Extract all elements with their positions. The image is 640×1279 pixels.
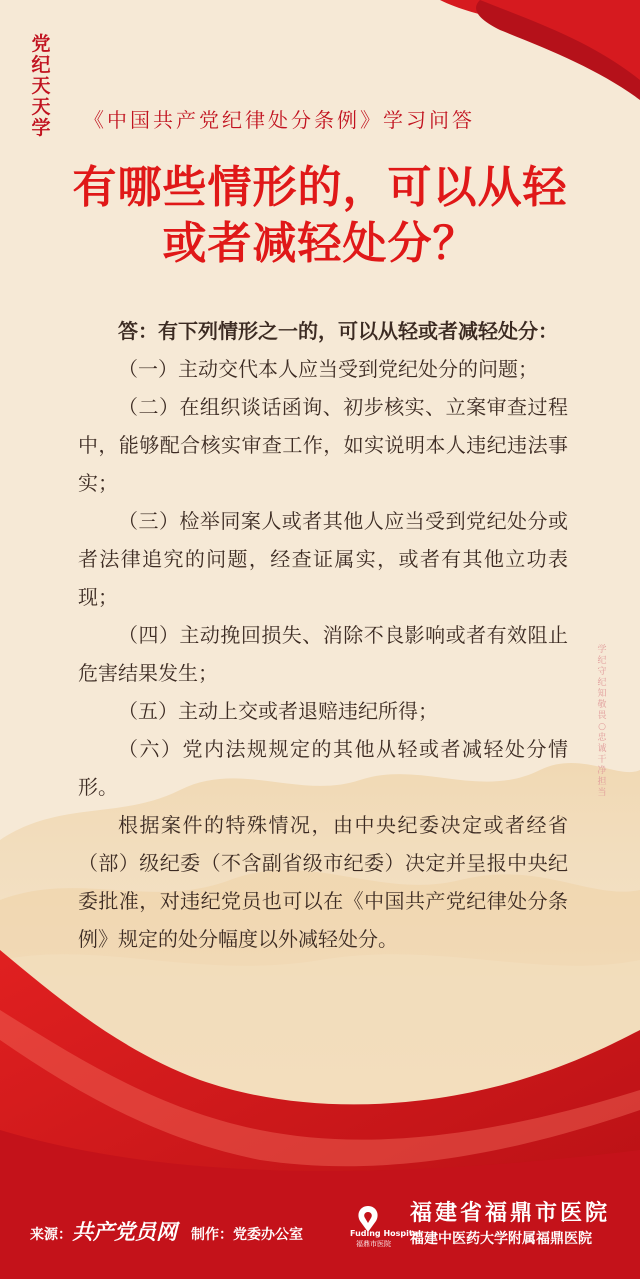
title-line-1: 有哪些情形的，可以从轻: [72, 162, 568, 213]
hospital-logo-chinese: 福鼎市医院: [356, 1240, 391, 1248]
producer-label: 制作：: [191, 1227, 233, 1243]
subtitle: 《中国共产党纪律处分条例》学习问答: [84, 108, 475, 132]
clause-1: （一）主动交代本人应当受到党纪处分的问题；: [118, 357, 538, 381]
clause-3: （三）检举同案人或者其他人应当受到党纪处分或者法律追究的问题，经查证属实，或者有其他立功表现；: [78, 509, 568, 609]
answer-content: [78, 312, 568, 958]
closing-paragraph: 根据案件的特殊情况，由中央纪委决定或者经省（部）级纪委（不含副省级市纪委）决定并呈报中央纪委批准，对违纪党员也可以在《中国共产党纪律处分条例》规定的处分幅度以外减轻处分。: [78, 813, 568, 951]
clause-6: （六）党内法规规定的其他从轻或者减轻处分情形。: [78, 737, 568, 799]
clause-2: （二）在组织谈话函询、初步核实、立案审查过程中，能够配合核实审查工作，如实说明本人违纪违法事实；: [78, 395, 568, 495]
source-brand: 共产党员网: [72, 1219, 177, 1244]
title-line-2: 或者减轻处分？: [162, 218, 478, 269]
clause-4: （四）主动挽回损失、消除不良影响或者有效阻止危害结果发生；: [78, 623, 568, 685]
footer-credits: [30, 1216, 303, 1246]
hospital-logo-english: Fuding Hospital: [350, 1229, 421, 1238]
hospital-name: 福建省福鼎市医院: [410, 1201, 611, 1226]
red-ribbon-decoration: [440, 0, 640, 120]
producer-name: 党委办公室: [233, 1227, 303, 1243]
vertical-watermark: 学纪守纪知敬畏○忠诚干净担当: [597, 645, 607, 798]
source-label: 来源：: [30, 1227, 72, 1243]
hospital-affiliation: 福建中医药大学附属福鼎医院: [410, 1231, 592, 1247]
hospital-branding: [350, 1196, 620, 1256]
page-title: [40, 160, 600, 272]
clause-5: （五）主动上交或者退赔违纪所得；: [118, 699, 438, 723]
answer-intro: 答：有下列情形之一的，可以从轻或者减轻处分：: [118, 319, 558, 343]
side-tag: 党纪天天学: [31, 33, 51, 139]
